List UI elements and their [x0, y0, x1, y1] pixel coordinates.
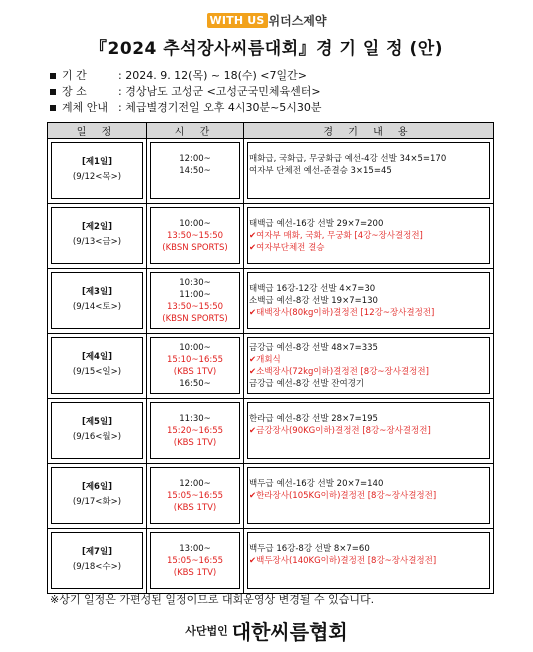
- time-cell: [147, 139, 244, 204]
- col-header-date: 일 정: [48, 123, 147, 139]
- logo-name: 위더스제약: [268, 14, 327, 28]
- time-cell: [147, 399, 244, 464]
- content-line: ✔여자부단체전 결승: [249, 243, 325, 253]
- time-cell: [147, 269, 244, 334]
- content-box: [247, 207, 490, 264]
- day-label: [제1일]: [81, 157, 113, 167]
- bullet-icon: [50, 105, 56, 111]
- day-box: [51, 337, 143, 394]
- day-date: (9/16<월>): [72, 432, 122, 442]
- table-row: [48, 269, 494, 334]
- day-box: [51, 207, 143, 264]
- info-period: [50, 69, 307, 83]
- content-cell: [244, 269, 494, 334]
- content-line: 백두급 16강-8강 선발 8×7=60: [249, 544, 370, 554]
- day-date: (9/17<화>): [72, 497, 122, 507]
- time-entry: 13:50~15:50: [166, 231, 224, 241]
- day-cell: [48, 204, 147, 269]
- content-line: 금강급 예선-8강 선발 48×7=335: [249, 343, 378, 353]
- time-box: [150, 207, 240, 264]
- time-entry: 13:50~15:50: [166, 302, 224, 312]
- content-box: [247, 467, 490, 524]
- content-line: ✔금강장사(90KG이하)결정전 [8강~장사결정전]: [249, 426, 431, 436]
- time-cell: [147, 334, 244, 399]
- table-row: [48, 529, 494, 594]
- bullet-icon: [50, 89, 56, 95]
- content-box: [247, 142, 490, 199]
- time-entry: 16:50~: [179, 379, 211, 389]
- day-label: [제4일]: [81, 352, 113, 362]
- bullet-icon: [50, 73, 56, 79]
- content-line: ✔여자부 매화, 국화, 무궁화 [4강~장사결정전]: [249, 231, 423, 241]
- content-line: 매화급, 국화급, 무궁화급 예선-4강 선발 34×5=170: [249, 154, 447, 164]
- table-row: [48, 204, 494, 269]
- content-line: 소백급 예선-8강 선발 19×7=130: [249, 296, 378, 306]
- time-entry: (KBSN SPORTS): [162, 243, 228, 253]
- day-box: [51, 142, 143, 199]
- page-title: 『2024 추석장사씨름대회』경 기 일 정 (안): [90, 39, 443, 59]
- day-label: [제7일]: [81, 547, 113, 557]
- day-label: [제5일]: [81, 417, 113, 427]
- content-line: ✔백두장사(140KG이하)결정전 [8강~장사결정전]: [249, 556, 437, 566]
- time-cell: [147, 529, 244, 594]
- content-line: 금강급 예선-8강 선발 잔여경기: [249, 379, 365, 389]
- day-label: [제3일]: [81, 287, 113, 297]
- content-cell: [244, 334, 494, 399]
- time-entry: (KBS 1TV): [173, 568, 217, 578]
- info-value: : 2024. 9. 12(목) ~ 18(수) <7일간>: [118, 69, 307, 82]
- time-entry: 15:10~16:55: [166, 355, 224, 365]
- content-cell: [244, 139, 494, 204]
- time-entry: 15:20~16:55: [166, 426, 224, 436]
- time-entry: 10:30~: [179, 278, 211, 288]
- table-row: [48, 464, 494, 529]
- day-cell: [48, 334, 147, 399]
- time-entry: 11:00~: [179, 290, 211, 300]
- info-value: : 체급별경기전일 오후 4시30분~5시30분: [118, 101, 322, 114]
- content-line: ✔한라장사(105KG이하)결정전 [8강~장사결정전]: [249, 491, 437, 501]
- content-line: 여자부 단체전 예선-준결승 3×15=45: [249, 166, 392, 176]
- time-entry: (KBS 1TV): [173, 438, 217, 448]
- table-row: [48, 139, 494, 204]
- time-entry: 15:05~16:55: [166, 556, 224, 566]
- schedule-table: [47, 122, 494, 594]
- content-line: ✔개회식: [249, 355, 281, 365]
- day-cell: [48, 139, 147, 204]
- time-entry: 12:00~: [179, 479, 211, 489]
- day-label: [제2일]: [81, 222, 113, 232]
- association-prefix: 사단법인: [185, 624, 228, 638]
- time-box: [150, 142, 240, 199]
- time-box: [150, 402, 240, 459]
- info-venue: [50, 85, 321, 99]
- time-box: [150, 532, 240, 589]
- time-entry: 14:50~: [179, 166, 211, 176]
- content-cell: [244, 464, 494, 529]
- content-line: ✔소백장사(72kg이하)결정전 [8강~장사결정전]: [249, 367, 429, 377]
- day-box: [51, 467, 143, 524]
- day-date: (9/15<일>): [72, 367, 122, 377]
- content-line: ✔태백장사(80kg이하)결정전 [12강~장사결정전]: [249, 308, 435, 318]
- day-date: (9/13<금>): [72, 237, 122, 247]
- time-box: [150, 467, 240, 524]
- day-label: [제6일]: [81, 482, 113, 492]
- time-entry: (KBS 1TV): [173, 367, 217, 377]
- content-line: 백두급 예선-16강 선발 20×7=140: [249, 479, 384, 489]
- info-label: 장 소: [62, 85, 87, 98]
- content-line: 한라급 예선-8강 선발 28×7=195: [249, 414, 378, 424]
- logo: [0, 10, 533, 30]
- info-label: 계체 안내: [62, 101, 109, 114]
- time-cell: [147, 204, 244, 269]
- day-box: [51, 272, 143, 329]
- time-entry: 10:00~: [179, 219, 211, 229]
- footnote: ※상기 일정은 가편성된 일정이므로 대회운영상 변경될 수 있습니다.: [50, 593, 375, 606]
- day-cell: [48, 464, 147, 529]
- table-header-row: [48, 123, 494, 139]
- day-date: (9/14<토>): [72, 302, 122, 312]
- day-cell: [48, 399, 147, 464]
- time-entry: 13:00~: [179, 544, 211, 554]
- association-title: 대한씨름협회: [231, 620, 348, 644]
- day-cell: [48, 529, 147, 594]
- col-header-content: 경 기 내 용: [244, 123, 494, 139]
- content-cell: [244, 204, 494, 269]
- content-cell: [244, 529, 494, 594]
- info-label: 기 간: [62, 69, 87, 82]
- time-box: [150, 337, 240, 394]
- time-entry: 10:00~: [179, 343, 211, 353]
- info-weighin: [50, 101, 322, 115]
- time-cell: [147, 464, 244, 529]
- day-cell: [48, 269, 147, 334]
- time-entry: (KBS 1TV): [173, 503, 217, 513]
- day-date: (9/18<수>): [72, 562, 122, 572]
- day-box: [51, 402, 143, 459]
- association-name: [0, 616, 533, 645]
- content-box: [247, 532, 490, 589]
- content-line: 태백급 16강-12강 선발 4×7=30: [249, 284, 376, 294]
- col-header-time: 시 간: [147, 123, 244, 139]
- time-box: [150, 272, 240, 329]
- content-box: [247, 337, 490, 394]
- time-entry: 12:00~: [179, 154, 211, 164]
- content-box: [247, 402, 490, 459]
- table-row: [48, 334, 494, 399]
- day-box: [51, 532, 143, 589]
- time-entry: 11:30~: [179, 414, 211, 424]
- time-entry: 15:05~16:55: [166, 491, 224, 501]
- content-cell: [244, 399, 494, 464]
- time-entry: (KBSN SPORTS): [162, 314, 228, 324]
- info-value: : 경상남도 고성군 <고성군국민체육센터>: [118, 85, 321, 98]
- logo-badge: WITH US: [207, 13, 268, 28]
- day-date: (9/12<목>): [72, 172, 122, 182]
- content-box: [247, 272, 490, 329]
- content-line: 태백급 예선-16강 선발 29×7=200: [249, 219, 384, 229]
- table-row: [48, 399, 494, 464]
